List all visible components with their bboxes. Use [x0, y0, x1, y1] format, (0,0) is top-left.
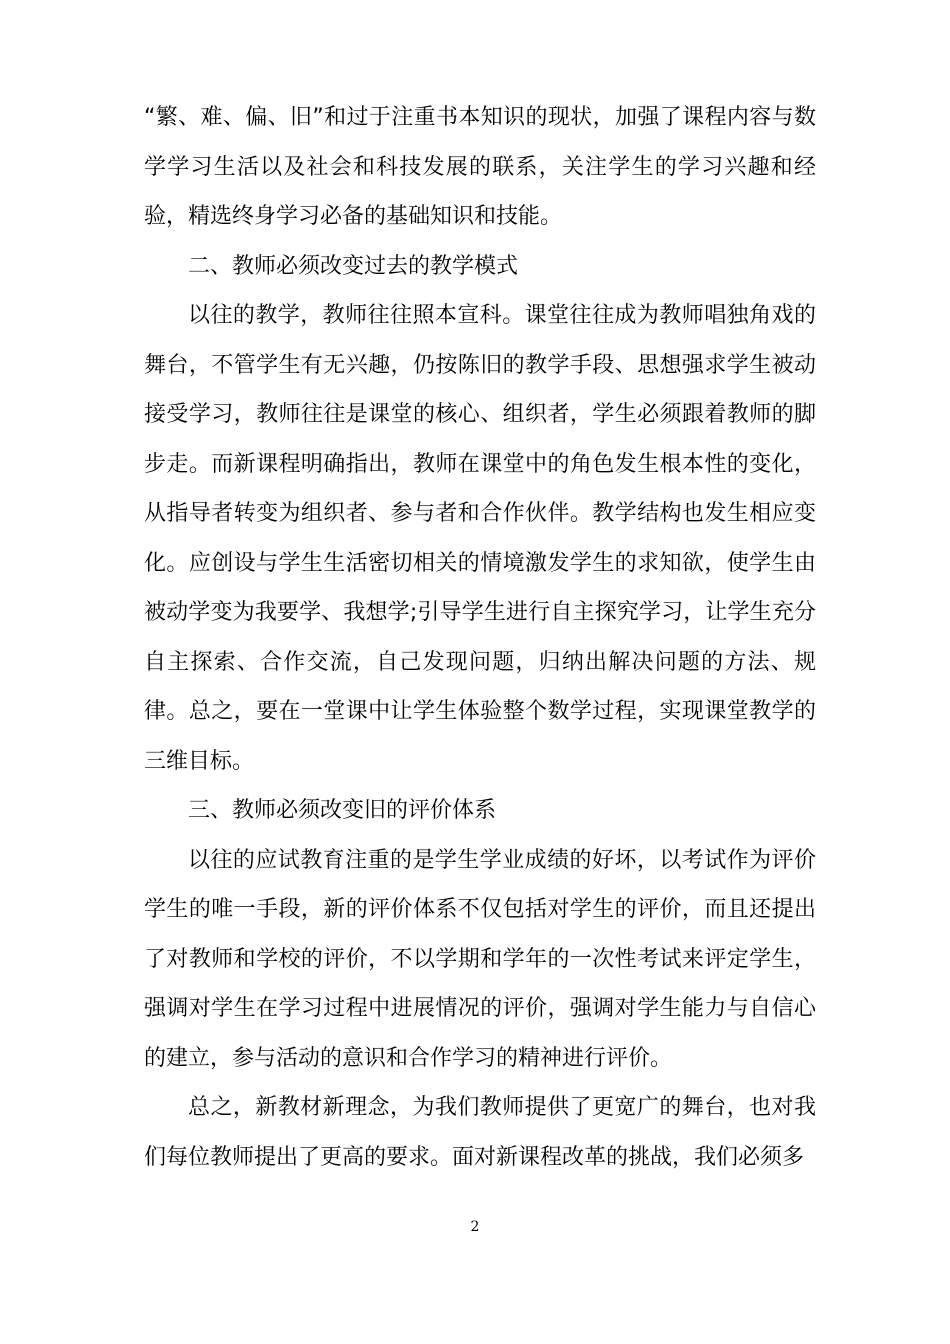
- document-body: [144, 93, 816, 1182]
- paragraph-teaching-mode: 以往的教学，教师往往照本宣科。课堂往往成为教师唱独角戏的舞台，不管学生有无兴趣，仍按陈旧的教学手段、思想强求学生被动接受学习，教师往往是课堂的核心、组织者，学生必须跟着教师的脚步走。而新课程明确指出，教师在课堂中的角色发生根本性的变化，从指导者转变为组织者、参与者和合作伙伴。教学结构也发生相应变化。应创设与学生生活密切相关的情境激发学生的求知欲，使学生由被动学变为我要学、我想学;引导学生进行自主探究学习，让学生充分自主探索、合作交流，自己发现问题，归纳出解决问题的方法、规律。总之，要在一堂课中让学生体验整个数学过程，实现课堂教学的三维目标。: [144, 303, 816, 774]
- paragraph-evaluation-system: 以往的应试教育注重的是学生学业成绩的好坏，以考试作为评价学生的唯一手段，新的评价体系不仅包括对学生的评价，而且还提出了对教师和学校的评价，不以学期和学年的一次性考试来评定学生，强调对学生在学习过程中进展情况的评价，强调对学生能力与自信心的建立，参与活动的意识和合作学习的精神进行评价。: [144, 847, 816, 1071]
- paragraph-continued: “繁、难、偏、旧”和过于注重书本知识的现状，加强了课程内容与数学学习生活以及社会和科技发展的联系，关注学生的学习兴趣和经验，精选终身学习必备的基础知识和技能。: [144, 105, 816, 229]
- page-number: 2: [470, 1219, 480, 1235]
- paragraph-conclusion: 总之，新教材新理念，为我们教师提供了更宽广的舞台，也对我们每位教师提出了更高的要求。面对新课程改革的挑战，我们必须多: [144, 1095, 816, 1170]
- section-heading-three: 三、教师必须改变旧的评价体系: [188, 798, 497, 823]
- section-heading-two: 二、教师必须改变过去的教学模式: [188, 253, 519, 279]
